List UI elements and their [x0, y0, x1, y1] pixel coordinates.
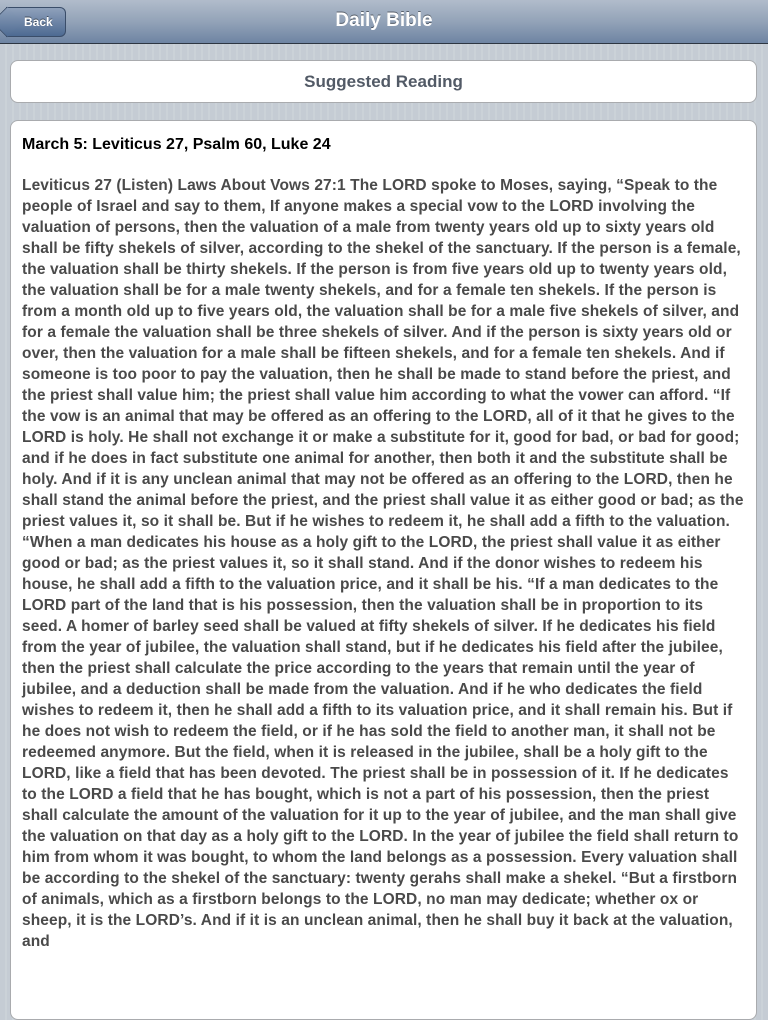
reading-panel[interactable]	[10, 120, 757, 1020]
suggested-reading-button[interactable]: Suggested Reading	[10, 60, 757, 103]
back-button-label: Back	[24, 15, 53, 29]
navigation-bar	[0, 0, 768, 44]
reading-text: Leviticus 27 (Listen) Laws About Vows 27:1 The LORD spoke to Moses, saying, “Speak to the people of Israel and say to them, If anyone makes a special vow to the LORD involving the valuation of persons, then the valuation of a male from twenty years old up to sixty years old shall be fifty shekels of silver, according to the shekel of the sanctuary. If the person is a female, the valuation shall be thirty shekels. If the person is from five years old up to twenty years old, the valuation shall be for a male twenty shekels, and for a female ten shekels. If the person is from a month old up to five years old, the valuation shall be for a male five shekels of silver, and for a female the valuation shall be three shekels of silver. And if the person is sixty years old or over, then the valuation for a male shall be fifteen shekels, and for a female ten shekels. And if someone is too poor to pay the valuation, then he shall be made to stand before the priest, and the priest shall value him; the priest shall value him according to what the vower can afford. “If the vow is an animal that may be offered as an offering to the LORD, all of it that he gives to the LORD is holy. He shall not exchange it or make a substitute for it, good for bad, or bad for good; and if he does in fact substitute one animal for another, then both it and the substitute shall be holy. And if it is any unclean animal that may not be offered as an offering to the LORD, then he shall stand the animal before the priest, and the priest shall value it as either good or bad; as the priest values it, so it shall be. But if he wishes to redeem it, he shall add a fifth to the valuation. “When a man dedicates his house as a holy gift to the LORD, the priest shall value it as either good or bad; as the priest values it, so it shall stand. And if the donor wishes to redeem his house, he shall add a fifth to the valuation price, and it shall be his. “If a man dedicates to the LORD part of the land that is his possession, then the valuation shall be in proportion to its seed. A homer of barley seed shall be valued at fifty shekels of silver. If he dedicates his field from the year of jubilee, the valuation shall stand, but if he dedicates his field after the jubilee, then the priest shall calculate the price according to the years that remain until the year of jubilee, and a deduction shall be made from the valuation. And if he who dedicates the field wishes to redeem it, then he shall add a fifth to its valuation price, and it shall remain his. But if he does not wish to redeem the field, or if he has sold the field to another man, it shall not be redeemed anymore. But the field, when it is released in the jubilee, shall be a holy gift to the LORD, like a field that has been devoted. The priest shall be in possession of it. If he dedicates to the LORD a field that he has bought, which is not a part of his possession, then the priest shall calculate the amount of the valuation for it up to the year of jubilee, and the man shall give the valuation on that day as a holy gift to the LORD. In the year of jubilee the field shall return to him from whom it was bought, to whom the land belongs as a possession. Every valuation shall be according to the shekel of the sanctuary: twenty gerahs shall make a shekel. “But a firstborn of animals, which as a firstborn belongs to the LORD, no man may dedicate; whether ox or sheep, it is the LORD’s. And if it is an unclean animal, then he shall buy it back at the valuation, and	[22, 177, 744, 950]
page-title: Daily Bible	[335, 10, 433, 31]
reading-heading: March 5: Leviticus 27, Psalm 60, Luke 24	[22, 136, 331, 153]
